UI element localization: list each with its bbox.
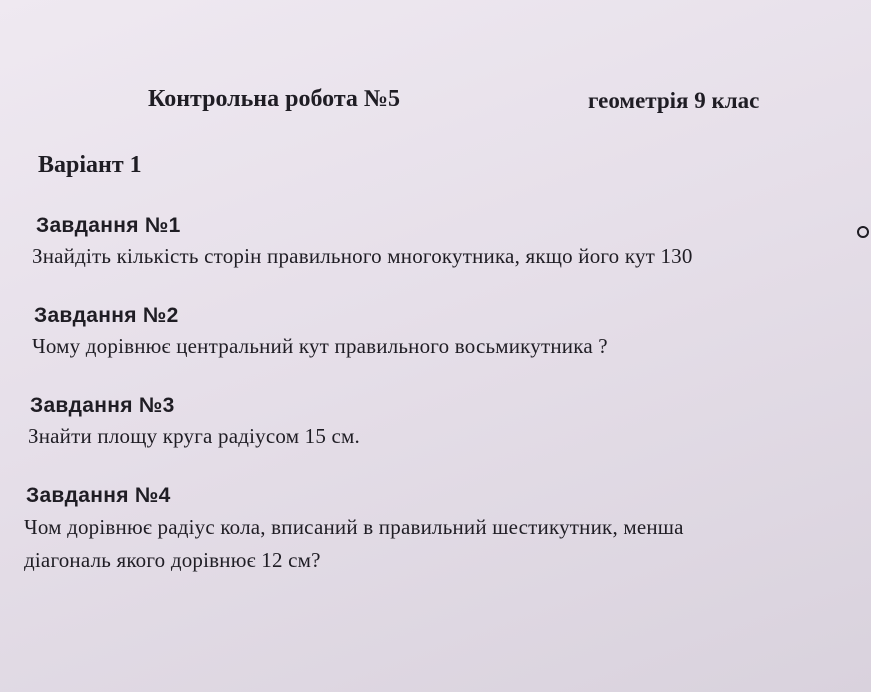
task-4-text-line-1: Чом дорівнює радіус кола, вписаний в правильний шестикутник, менша (24, 515, 684, 539)
variant-heading: Варіант 1 (38, 152, 142, 178)
task-4-title: Завдання №4 (26, 484, 171, 507)
task-3-text: Знайти площу круга радіусом 15 см. (28, 424, 360, 448)
task-3-title: Завдання №3 (30, 394, 175, 417)
task-1-text: Знайдіть кількість сторін правильного многокутника, якщо його кут 130 (32, 244, 693, 268)
test-title: Контрольна робота №5 (148, 86, 401, 112)
task-2-text: Чому дорівнює центральний кут правильного восьмикутника ? (32, 334, 608, 358)
subject-grade: геометрія 9 клас (588, 88, 760, 113)
task-1-title: Завдання №1 (36, 214, 181, 237)
degree-symbol-icon (857, 226, 869, 238)
task-2-title: Завдання №2 (34, 304, 179, 327)
task-4-text-line-2: діагональ якого дорівнює 12 см? (24, 548, 321, 572)
